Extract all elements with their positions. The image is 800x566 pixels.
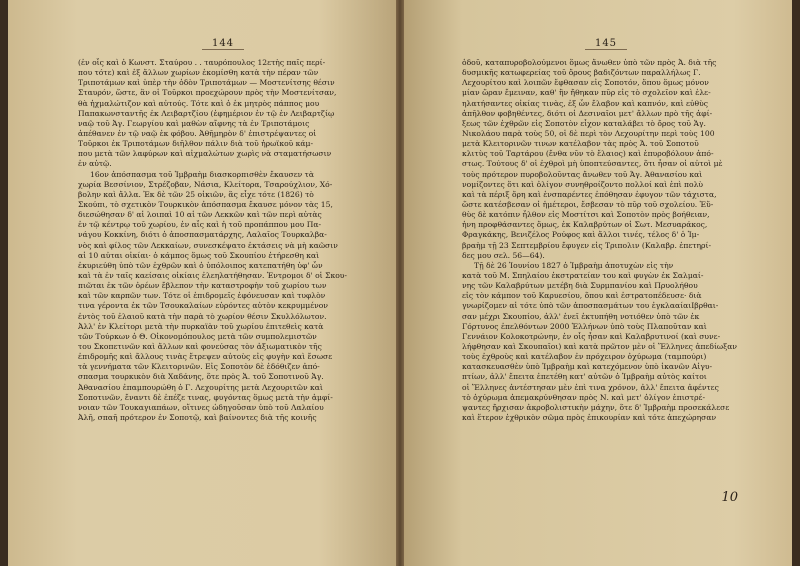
text-line: ἐν τῷ κέντρῳ τοῦ χωρίου, ἐν αἷς καὶ ἡ τοῦ προπάππου μου Πα- [78,220,322,230]
text-line: που μετὰ τῶν λαφύρων καὶ αἰχμαλώτων χωρὶς νὰ σταματήσωσιν [78,149,332,159]
text-line: Σταυρόν, ὥστε, ἂν οἱ Τοῦρκοι προεχώρουν πρὸς τὴν Μοστενίτσαν, [78,88,337,98]
text-line: σαν μέχρι Σκουπίου, ἀλλ' ἐνεῖ ἐκτυπήθη νοτιόθεν ὑπὸ τῶν ἐκ [462,311,700,321]
text-line: θὰ ἠχμαλώτιζον καὶ αὐτούς. Τότε καὶ ὁ ἐκ μητρὸς πάππος μου [78,98,320,108]
text-line: ηλατήσαντες οἰκίας τινὰς, ἐξ ὧν ἔλαβον καὶ καπνόν, καὶ εὐθὺς [462,98,708,108]
text-line: δες μου σελ. 56—64). [462,250,545,260]
text-line: θὺς δὲ κατόπιν ἦλθον εἰς Μοστίτσι καὶ Σοποτὸν πρὸς βοήθειαν, [462,210,710,220]
text-line: Νικολάου παρὰ τοὺς 50, οἱ δὲ περὶ τὸν Λεχουρίτην περὶ τοὺς 100 [462,128,715,138]
text-line: μίαν ὥραν ἔμειναν, καθ' ἣν ἤθηκαν πῦρ εἰς τὸ σχολεῖον καὶ ἐλε- [462,88,711,98]
text-line: νομίζοντες ὅτι καὶ ὀλίγον συνηθροίζοντο πολλοί καὶ ἐπὶ πολὺ [462,179,704,189]
text-line: Ἀθανασίου ἐπαμπουρώθη ὁ Γ. Λεχουρίτης μετὰ Λεχουριτῶν καὶ [78,382,323,392]
text-line: εἰς τὸν κάμπον τοῦ Καρυεσίου, ὅπου καὶ ἐστρατοπέδευσε· διὰ [462,291,702,301]
text-line: που τότε) καὶ ἐξ ἄλλων χωρίων ἐκομίσθη κατὰ τὴν πέραν τῶν [78,68,319,78]
signature-mark: 10 [721,490,738,505]
text-line: νὸς καὶ φίλος τῶν Λεκκαίων, συνεσκέψατο ἐκτάσεις νὰ μὴ καῶσιν [78,240,338,250]
text-line: βολην καὶ ἄλλα. Ἐκ δὲ τῶν 25 οἰκιῶν, ἃς εἶχε τότε (1826) τὸ [78,189,314,199]
text-line: δυσμικῆς κατωφερείας τοῦ ὄρους βαδιζόντων παραλλήλως Γ. [462,68,701,78]
right-page-number: 145 [462,38,750,52]
text-line: καὶ τῶν καρπῶν των. Τότε οἱ ἐπιδρομεῖς ἐφόνευσαν καὶ τυφλὸν [78,291,326,301]
text-line: τοὺς ἐχθροὺς καὶ κατέλαβον ἐν πρόχειρον ὀχύρωμα (ταμπούρι) [462,352,707,362]
text-line: χωρία Βεσσίνιον, Στρέζοβαν, Νάσια, Κλείτορα, Τσαρούχλιον, Χό- [78,179,333,189]
text-line: Λεχουρίτου καὶ λοιπῶν ἔφθασαν εἰς Σοποτόν, ὅπου ὅμως μόνον [462,78,709,88]
text-line: Γεννάιον Κολοκοτρώνην, ἐν οἷς ἦσαν καὶ Καλαβρυτινοί (καὶ συνε- [462,331,721,341]
text-line: (ἐν οἷς καὶ ὁ Κωνστ. Σταύρου . . ταυρόπουλος 12ετὴς παῖς περί- [78,58,326,67]
text-line: ὁδοῦ, καταπυροβολούμενοι ὅμως ἄνωθεν ὑπὸ τῶν πρὸς Ἁ. διὰ τῆς [462,58,717,67]
text-line: νης τῶν Καλαβρύτων μετέβη διὰ Συρμπανίου καὶ Πρυολήθου [462,281,698,291]
text-line: ἠνη προφθάσαντες ὅμως, ἐκ Καλαβρύτων οἱ Σωτ. Μεσυαράκος, [462,220,708,230]
text-line: καὶ τὰ πέριξ ὄρη καὶ ἐνσπαρέντες ἐπόθησαν ἐφυγον τῶν τάχιστα, [462,189,717,199]
text-line: Τριποτάμων καὶ ὑπὲρ τὴν ὁδὸν Τριποτάμων — Μοστενίτσης θέσιν [78,78,335,88]
text-line: Φραγκάκης, Βενιζέλος Ρούφος καὶ ἄλλοι τινές, τέλος δ' ὁ Ἰμ- [462,230,700,240]
text-line: καὶ ἕτερον ἐχθρικὸν σῶμα πρὸς ἐπικουρίαν καὶ τότε ἀπεχώρησαν [462,412,717,422]
text-line: νάγου Κοκκίνη, διότι ὁ ἀποσπασματάρχης, Λαλαῖος Τουρκαλβα- [78,230,327,240]
left-page-number: 144 [78,38,368,52]
text-line: στως. Τούτους δ' οἱ ἐχθροὶ μὴ ὑποπτεύσαντες, ὅτι ἦσαν οἱ αὐτοὶ μὲ [462,159,723,169]
text-line: τοὺς πρότερον πυροβολοῦντας ἄνωθεν τοῦ Ἁγ. Ἀθανασίου καὶ [462,169,703,179]
text-line: διεσώθησαν δ' αἱ λοιπαὶ 10 αἱ τῶν Λεκκῶν καὶ τῶν περὶ αὐτὰς [78,210,322,220]
text-line: γνωρίζομεν αἱ τότε ὑπὸ τῶν ἀποσπασμάτων του ἐγκλααίαιΙβρθαι- [462,301,719,311]
text-line: νοιαν τῶν Τουκαγιαπάων, οἵτινες ὡδηγοῦσαν ὑπὸ τοῦ Λαλαίου [78,402,324,412]
text-line: Σκούπι, τὸ σχετικὸν Τουρκικὸν ἀπόσπασμα ἔκαυσε μόνον τὰς 15, [78,199,333,209]
text-line: Σοποτινῶν, ἔναντι δὲ ἐπέζε τινας, φυγόντας ὅμως μετὰ τὴν ἀμφί- [78,392,333,402]
text-line: τὰ γεννήματα τῶν Κλειτορινῶν. Εἰς Σοποτὸν δὲ ἐδόθιζεν ἀπό- [78,362,320,372]
text-line: του Σκοπετινῶν καὶ ἄλλων καὶ φονεύσας τὸν ἀξιωματικὸν τῆς [78,341,322,351]
text-line: μετὰ Κλειτορινῶν τινων κατέλαβον τὰς πρὸς Ἁ. τοῦ Σοποτοῦ [462,139,699,149]
text-line: καὶ τὰ ἐν ταῖς καείσαις οἰκίαις ἐλεηλατήθησαν. Ἐντρομοι δ' οἱ Σκου- [78,270,347,280]
text-line: 16ον ἀπόσπασμα τοῦ Ἰμβραὴμ διασκορπισθὲν ἔκαυσεν τὰ [90,169,315,179]
text-line: ναῷ τοῦ Ἁγ. Γεωργίου καὶ μαθὼν αἴφνης τὰ ἐν Τριποτάμοις [78,118,310,128]
text-line: οἱ Ἕλληνες ἀντέστησαν μὲν ἐπὶ τινα χρόνον, ἀλλ' ἔπειτα ἀφέντες [462,382,719,392]
text-line: ξεως τῶν ἐχθρῶν εἰς Σοποτὸν εἶχον καταλάβει τὸ ὄρος τοῦ Ἁγ. [462,118,706,128]
right-page-text [462,58,750,423]
left-page-text [78,58,368,423]
text-line: Τῇ δὲ 26 Ἰουνίου 1827 ὁ Ἰμβραὴμ ἀποτυχὼν εἰς τὴν [474,260,674,270]
right-page [404,0,792,566]
left-page [8,0,396,566]
text-line: τὸ ὀχύρωμα ἀπεμακρύνθησαν πρὸς Ν. καὶ μετ' ὀλίγον ἐπιστρέ- [462,392,706,402]
book-gutter [396,0,404,566]
text-line: ἐντὸς τοῦ ἐλαιοῦ κατὰ τὴν παρὰ τὸ χωρίον θέσιν Σκυλλόλωτον. [78,311,327,321]
text-line: τῶν Τούρκων ὁ Θ. Οἰκονομόπουλος μετὰ τῶν συμπολεμιστῶν [78,331,317,341]
text-line: ἀπέθανεν ἐν τῷ ναῷ ἐκ φόβου. Ἀθῆμηρὸν δ' ἐπιστρέψαντες οἱ [78,128,317,138]
text-line: λήφθησαν καὶ Σκουπαῖοι) καὶ κατὰ πρῶτον μὲν οἱ Ἕλληνες ἀπεδίωξαν [462,341,738,351]
text-line: Γόρτυνος ἐπελθόντων 2000 Ἑλλήνων ὑπὸ τοὺς Πλαποῦταν καὶ [462,321,707,331]
text-line: πτίων, ἀλλ' ἔπειτα ἐπετέθη κατ' αὐτῶν ὁ Ἰμβραὴμ αὐτὸς καίτοι [462,372,707,382]
text-line: κλιτὺς τοῦ Ταρτάρου (ἔνθα νῦν τὸ ἔλαιος) καὶ ἐπυροβόλουν ἀπό- [462,149,714,159]
text-line: βραὴμ τῇ 23 Σεπτεμβρίου ἔφυγεν εἰς Τριπολιν (Καλαβρ. ἐπετηρί- [462,240,712,250]
text-line: ὥστε κατέσβεσαν οἱ ἡμέτεροι, ἔσβεσαν τὸ πῦρ τοῦ σχολείου. Ἐὔ- [462,199,714,209]
text-line: κατασκευασθὲν ὑπὸ Ἰμβραὴμ καὶ κατεχόμενον ὑπὸ ἱκανῶν Αἰγυ- [462,362,713,372]
text-line: κατὰ τοῦ Μ. Σπηλαίου ἐκστρατείαν του καὶ φυγὼν ἐκ Σαλμαί- [462,270,704,280]
text-line: Παπακωνσταντῆς ἐκ Λειβαρτζίου (ἐφημέριον ἐν τῷ ἐν Λειβαρτζίῳ [78,108,335,118]
text-line: ἐκυριεύθη ὑπὸ τῶν ἐχθρῶν καὶ ὁ ὑπόλοιπος κατεπατήθη ὑφ' ὧν [78,260,323,270]
text-line: ψαντες ἤρχισαν ἀκροβολιστικὴν μάχην, ὅτε δ' Ἰμβραὴμ προσεκάλεσε [462,402,730,412]
text-line: Ἀλῆ, σπαῆ πρότερον ἐν Σοποτῷ, καὶ βαίνοντες διὰ τῆς κοινῆς [78,412,317,422]
text-line: ἐπιδρομῆς καὶ ἄλλους τινὰς ἔτρεψεν αὐτοὺς εἰς φυγὴν καὶ ἔσωσε [78,352,333,362]
text-line: σπασμα τουρκικὸν διὰ Χαδάνης, ὅτε πρὸς Ἁ. τοῦ Σοποτινοῦ Ἁγ. [78,372,324,382]
text-line: πιῶται ἐκ τῶν ὀρέων ἔβλεπον τὴν καταστροφὴν τοῦ χωρίου των [78,281,327,291]
text-line: αἱ 10 αὐται οἰκίαι· ὁ κάμπος ὅμως τοῦ Σκουπίου ἐτήρεσθη καὶ [78,250,320,260]
text-line: τινα γέροντα ἐκ τῶν Τσουκαλαίων εὑρόντες αὐτὸν κεκρυμμένον [78,301,328,311]
text-line: Ἀλλ' ἐν Κλείτορι μετὰ τὴν πυρκαϊὰν τοῦ χωρίου ἐπιτεθεὶς κατὰ [78,321,324,331]
text-line: ἐν αὐτῷ. [78,159,112,169]
text-line: ἀπῆλθον φοβηθέντες, διότι οἱ Δεσιναῖοι μετ' ἄλλων πρὸ τῆς ἀφί- [462,108,713,118]
text-line: Τοῦρκοι ἐκ Τριποτάμων διῆλθον πάλιν διὰ τοῦ ἠρωϊκοῦ κάμ- [78,139,314,149]
